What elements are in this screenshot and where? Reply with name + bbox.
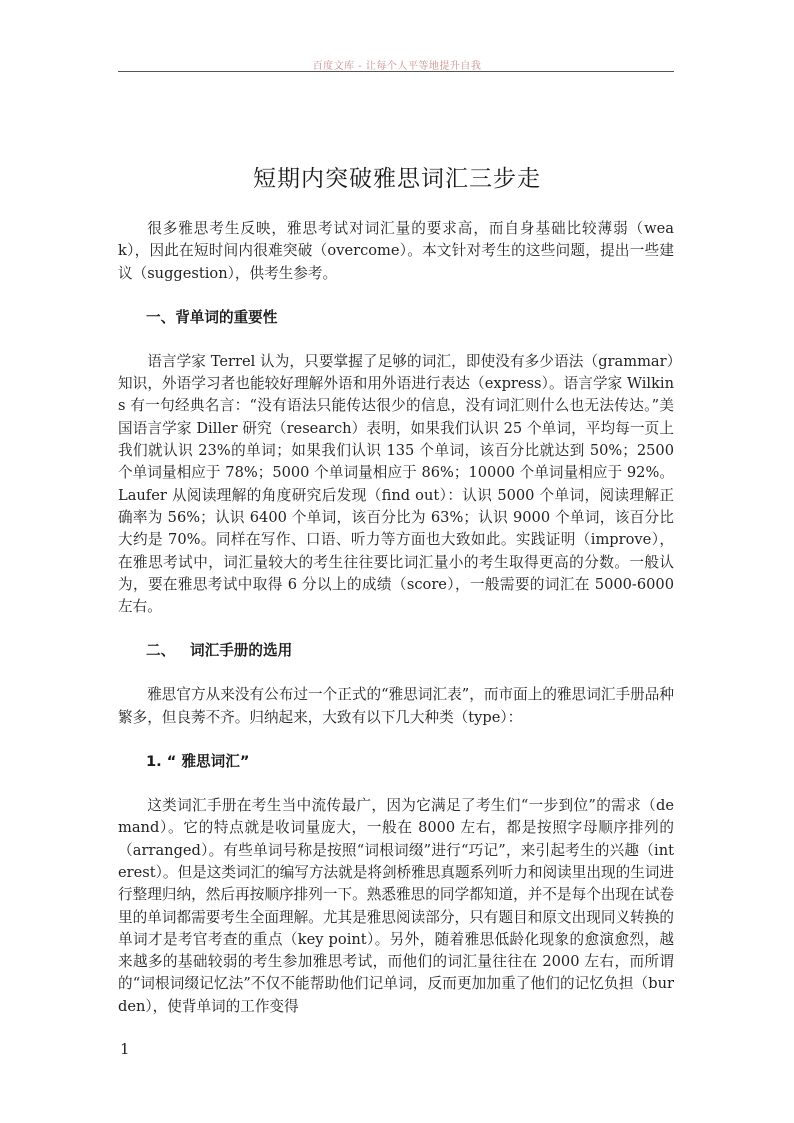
- section-2-paragraph: 雅思官方从来没有公布过一个正式的“雅思词汇表”，而市面上的雅思词汇手册品种繁多，但良莠不齐。归纳起来，大致有以下几大种类（type）：: [118, 686, 674, 726]
- document-title: 短期内突破雅思词汇三步走: [253, 166, 541, 192]
- section-heading-2-text: 词汇手册的选用: [190, 642, 293, 660]
- page-header: 百度文库 - 让每个人平等地提升自我: [312, 61, 482, 72]
- header-divider: [118, 71, 674, 72]
- page-number: 1: [120, 1040, 130, 1058]
- section-heading-2-number: 二、: [146, 642, 176, 660]
- document-body: [118, 218, 674, 1018]
- section-3-paragraph: 这类词汇手册在考生当中流传最广，因为它满足了考生们“一步到位”的需求（demand）。它的特点就是收词量庞大，一般在 8000 左右，都是按照字母顺序排列的（arranged）。有些单词号称是按照“词根词缀”进行“巧记”，来引起考生的兴趣（interest）。但是这类词汇的编写方法就是将剑桥雅思真题系列听力和阅读里出现的生词进行整理归纳，然后再按顺序排列一下。熟悉雅思的同学都知道，并不是每个出现在试卷里的单词都需要考生全面理解。尤其是雅思阅读部分，只有题目和原文出现同义转换的单词才是考官考查的重点（key point）。另外，随着雅思低龄化现象的愈演愈烈，越来越多的基础较弱的考生参加雅思考试，而他们的词汇量往往在 2000 左右，而所谓的“词根词缀记忆法”不仅不能帮助他们记单词，反而更加加重了他们的记忆负担（burden），使背单词的工作变得: [118, 797, 674, 1015]
- section-heading-3: 1. “ 雅思词汇”: [146, 753, 250, 771]
- section-heading-1: 一、背单词的重要性: [146, 308, 278, 326]
- intro-paragraph: 很多雅思考生反映，雅思考试对词汇量的要求高，而自身基础比较薄弱（weak），因此在短时间内很难突破（overcome）。本文针对考生的这些问题，提出一些建议（suggestion），供考生参考。: [118, 220, 674, 282]
- section-1-paragraph: 语言学家 Terrel 认为，只要掌握了足够的词汇，即使没有多少语法（grammar）知识，外语学习者也能较好理解外语和用外语进行表达（express）。语言学家 Wilkins 有一句经典名言：“没有语法只能传达很少的信息，没有词汇则什么也无法传达。”美国语言学家 Diller 研究（research）表明，如果我们认识 25 个单词，平均每一页上我们就认识 23%的单词；如果我们认识 135 个单词，该百分比就达到 50%；2500 个单词量相应于 78%；5000 个单词量相应于 86%；10000 个单词量相应于 92%。Laufer 从阅读理解的角度研究后发现（find out）：认识 5000 个单词，阅读理解正确率为 56%；认识 6400 个单词，该百分比为 63%；认识 9000 个单词，该百分比大约是 70%。同样在写作、口语、听力等方面也大致如此。实践证明（improve），在雅思考试中，词汇量较大的考生往往要比词汇量小的考生取得更高的分数。一般认为，要在雅思考试中取得 6 分以上的成绩（score），一般需要的词汇在 5000-6000 左右。: [118, 352, 674, 616]
- section-heading-2: [118, 640, 674, 662]
